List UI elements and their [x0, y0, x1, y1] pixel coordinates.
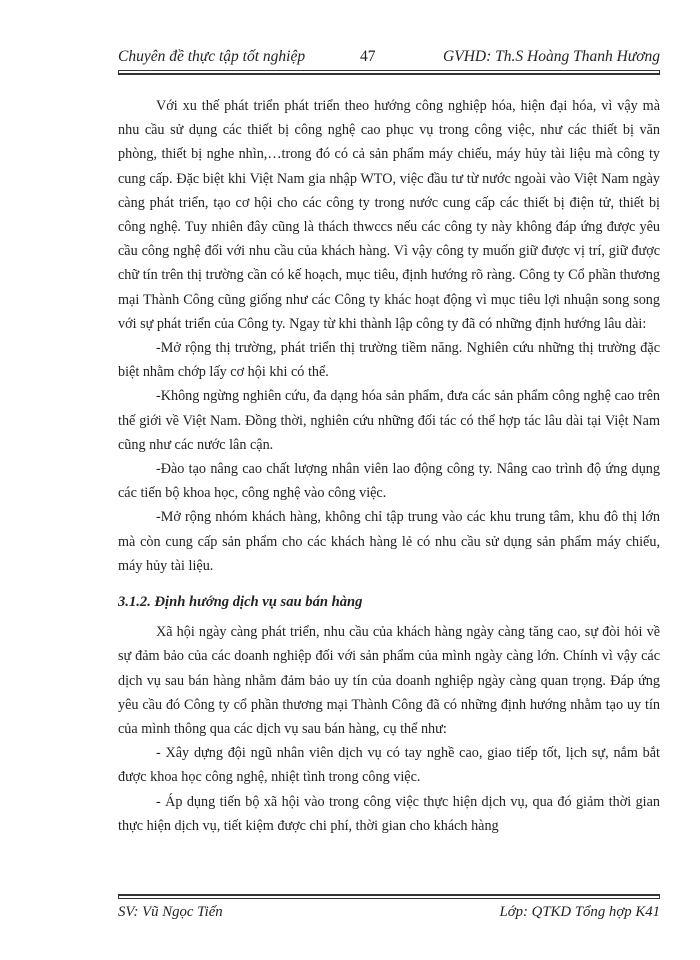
bullet-technology: - Áp dụng tiến bộ xã hội vào trong công việc thực hiện dịch vụ, qua đó giảm thời gian thực hiện dịch vụ, tiết kiệm được chi phí, thời gian cho khách hàng [118, 793, 660, 834]
page-footer [118, 898, 660, 930]
section-heading: 3.1.2. Định hướng dịch vụ sau bán hàng [118, 594, 363, 611]
bullet-customers: -Mở rộng nhóm khách hàng, không chỉ tập trung vào các khu trung tâm, khu đô thị lớn mà còn cung cấp sản phẩm cho các khách hàng lẻ có nhu cầu sử dụng sản phẩm máy chiếu, máy hủy tài liệu. [118, 509, 660, 574]
bullet-market: -Mở rộng thị trường, phát triển thị trường tiềm năng. Nghiên cứu những thị trường đặc biệt nhằm chớp lấy cơ hội khi có thể. [118, 340, 660, 381]
bullet-training: -Đào tạo nâng cao chất lượng nhân viên lao động công ty. Nâng cao trình độ ứng dụng các tiến bộ khoa học, công nghệ vào công việc. [118, 461, 660, 502]
bullet-staff: - Xây dựng đội ngũ nhân viên dịch vụ có tay nghề cao, giao tiếp tốt, lịch sự, nắm bắt được khoa học công nghệ, nhiệt tình trong công việc. [118, 745, 660, 786]
page-content [118, 94, 660, 838]
advisor-name: GVHD: Th.S Hoàng Thanh Hương [443, 48, 660, 65]
paragraph-intro: Với xu thế phát triển phát triển theo hướng công nghiệp hóa, hiện đại hóa, vì vậy mà nhu cầu sử dụng các thiết bị công nghệ cao phục vụ trong công việc, như các thiết bị văn phòng, thiết bị nghe nhìn,…trong đó có cả sản phẩm máy chiếu, máy hủy tài liệu mà công ty cung cấp. Đặc biệt khi Việt Nam gia nhập WTO, việc đầu tư từ nước ngoài vào Việt Nam ngày càng phát triển, tạo cơ hội cho các công ty trong nước cung cấp các thiết bị điện tử, thiết bị công nghệ. Tuy nhiên đây cũng là thách thwccs nếu các công ty này không đáp ứng được yêu cầu công nghệ đối với nhu cầu của khách hàng. Vì vậy công ty muốn giữ được vị trí, giữ được chữ tín trên thị trường cần có kế hoạch, mục tiêu, định hướng rõ ràng. Công ty Cổ phần thương mại Thành Công cũng giống như các Công ty khác hoạt động vì mục tiêu lợi nhuận song song với sự phát triển của Công ty. Ngay từ khi thành lập công ty đã có những định hướng lâu dài: [118, 98, 660, 332]
student-name: SV: Vũ Ngọc Tiến [118, 904, 223, 920]
page-number: 47 [360, 48, 376, 65]
class-name: Lớp: QTKD Tổng hợp K41 [499, 904, 660, 920]
bullet-products: -Không ngừng nghiên cứu, đa dạng hóa sản phẩm, đưa các sản phẩm công nghệ cao trên thế giới về Việt Nam. Đồng thời, nghiên cứu những đối tác có thể hợp tác lâu dài tại Việt Nam cũng như các nước lân cận. [118, 388, 660, 453]
document-title: Chuyên đề thực tập tốt nghiệp [118, 48, 306, 65]
page-header [118, 38, 660, 71]
paragraph-after-sales: Xã hội ngày càng phát triển, nhu cầu của khách hàng ngày càng tăng cao, sự đòi hỏi về sự đảm bảo của các doanh nghiệp đối với sản phẩm của mình ngày càng lớn. Chính vì vậy các dịch vụ sau bán hàng nhằm đảm bảo uy tín của doanh nghiệp ngày càng quan trọng. Đáp ứng yêu cầu đó Công ty cổ phần thương mại Thành Công đã có những định hướng nhằm tạo uy tín của mình thông qua các dịch vụ sau bán hàng, cụ thể như: [118, 624, 660, 738]
